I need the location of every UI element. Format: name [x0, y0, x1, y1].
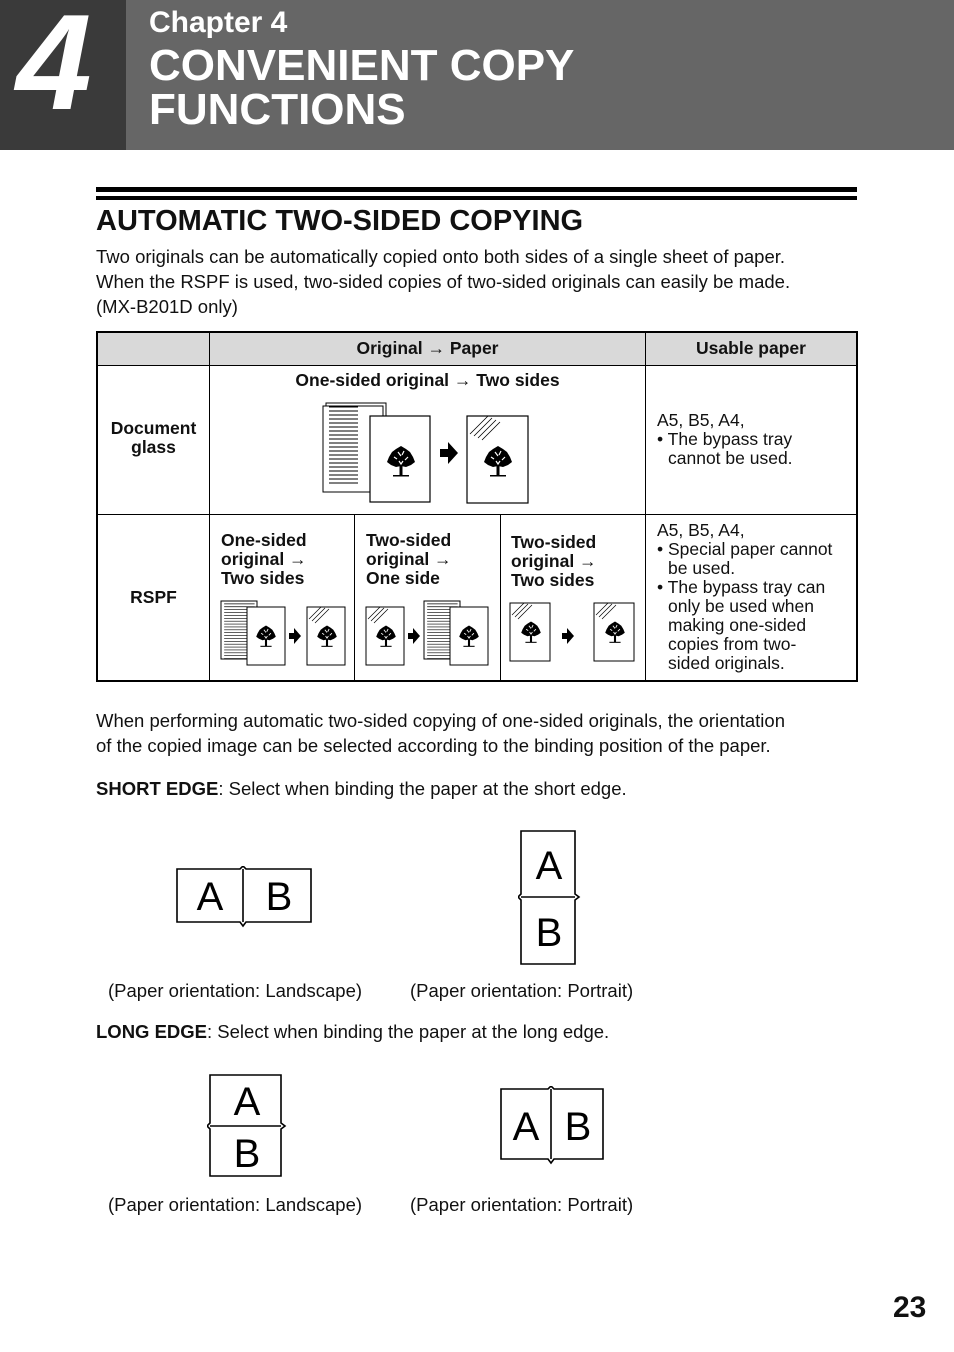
paper-line: A5, B5, A4,	[657, 410, 745, 430]
intro-line2: When the RSPF is used, two-sided copies of two-sided originals can easily be made.	[96, 271, 791, 292]
paper-line: making one-sided	[668, 615, 807, 635]
chapter-number-block	[0, 0, 126, 150]
long-edge-caption-landscape: (Paper orientation: Landscape)	[108, 1194, 363, 1215]
page-letter-b: B	[564, 1105, 592, 1149]
tree-original-icon	[370, 416, 430, 502]
chapter-header	[0, 0, 954, 150]
page-number: 23	[893, 1291, 927, 1324]
header-usable-paper: Usable paper	[696, 338, 806, 358]
paper-line: • The bypass tray can	[657, 577, 826, 597]
long-edge-text: : Select when binding the paper at the long edge.	[207, 1021, 610, 1042]
section-title: AUTOMATIC TWO-SIDED COPYING	[96, 205, 584, 237]
table-rule	[645, 333, 646, 680]
orientation-paragraph	[96, 708, 876, 758]
short-edge-term: SHORT EDGE	[96, 778, 219, 799]
row-label-line: glass	[131, 437, 176, 457]
usable-paper-rspf	[657, 521, 857, 673]
section-intro	[96, 244, 866, 319]
section-rule-top	[96, 187, 857, 192]
two-sided-paper-icon	[594, 603, 634, 661]
table-rule	[354, 514, 355, 680]
row-label-document-glass	[98, 419, 209, 457]
mode-line: original →	[366, 549, 452, 569]
page-letter-b: B	[535, 911, 563, 955]
two-sided-paper-icon	[467, 416, 528, 503]
short-edge-text: : Select when binding the paper at the short edge.	[218, 778, 627, 799]
short-edge-caption-portrait: (Paper orientation: Portrait)	[410, 980, 634, 1001]
mode-one-sided-to-two-sides	[221, 531, 351, 588]
header-original-paper: Original → Paper	[356, 338, 499, 358]
chapter-title	[149, 41, 909, 134]
paper-line: cannot be used.	[668, 448, 793, 468]
two-sided-paper-icon	[307, 607, 345, 665]
section-rule-bottom	[96, 196, 857, 200]
rspf-one-to-two-illustration	[217, 599, 349, 671]
long-edge-landscape-diagram	[207, 1072, 289, 1180]
chapter-title-line2: FUNCTIONS	[149, 85, 406, 134]
chapter-title-line1: CONVENIENT COPY	[149, 41, 575, 90]
chapter-number: 4	[16, 0, 92, 138]
orientation-line1: When performing automatic two-sided copying of one-sided originals, the orientation	[96, 710, 785, 731]
arrow-icon	[408, 628, 420, 644]
mode-line: One side	[366, 568, 440, 588]
arrow-icon	[440, 442, 458, 464]
mode-line: Two-sided	[366, 530, 452, 550]
table-rule	[98, 514, 856, 515]
long-edge-portrait-diagram	[498, 1086, 608, 1166]
two-sided-original-icon	[366, 607, 404, 665]
mode-line: original →	[221, 549, 307, 569]
row-label-line: Document	[110, 418, 197, 438]
mode-line: Two-sided	[511, 532, 597, 552]
short-edge-description	[96, 776, 876, 801]
paper-line: copies from two-	[668, 634, 797, 654]
tree-copy-icon	[450, 607, 488, 665]
mode-two-sided-to-two-sides	[511, 533, 641, 590]
orientation-line2: of the copied image can be selected according to the binding position of the paper.	[96, 735, 771, 756]
long-edge-term: LONG EDGE	[96, 1021, 208, 1042]
paper-line: be used.	[668, 558, 736, 578]
mode-two-sided-to-one-side	[366, 531, 496, 588]
arrow-icon	[562, 628, 574, 644]
rspf-two-to-one-illustration	[362, 599, 496, 671]
long-edge-description	[96, 1019, 876, 1044]
page-letter-a: A	[196, 875, 224, 919]
rspf-two-to-two-illustration	[506, 599, 640, 671]
paper-line: sided originals.	[668, 653, 785, 673]
table-rule	[500, 514, 501, 680]
mode-line: original →	[511, 551, 597, 571]
mode-line: Two sides	[511, 570, 595, 590]
paper-line: only be used when	[668, 596, 814, 616]
mode-one-to-two: One-sided original → Two sides	[295, 370, 560, 390]
intro-line3: (MX-B201D only)	[96, 296, 238, 317]
arrow-icon	[289, 628, 301, 644]
page-letter-a: A	[535, 844, 563, 888]
page-letter-b: B	[233, 1132, 261, 1176]
paper-line: A5, B5, A4,	[657, 520, 745, 540]
page-letter-b: B	[265, 875, 293, 919]
mode-line: Two sides	[221, 568, 305, 588]
one-to-two-illustration	[318, 399, 538, 509]
two-sided-original-icon	[510, 603, 550, 661]
table-rule	[98, 365, 856, 366]
short-edge-landscape-diagram	[174, 866, 316, 932]
page-letter-a: A	[512, 1105, 540, 1149]
copy-modes-table	[96, 331, 858, 682]
short-edge-caption-landscape: (Paper orientation: Landscape)	[108, 980, 363, 1001]
row-label-rspf: RSPF	[130, 587, 177, 607]
long-edge-caption-portrait: (Paper orientation: Portrait)	[410, 1194, 634, 1215]
usable-paper-glass	[657, 411, 857, 468]
paper-line: • Special paper cannot	[657, 539, 833, 559]
paper-line: • The bypass tray	[657, 429, 793, 449]
short-edge-portrait-diagram	[518, 828, 584, 968]
tree-original-icon	[247, 607, 285, 665]
chapter-label: Chapter 4	[149, 6, 288, 39]
page-letter-a: A	[233, 1080, 261, 1124]
mode-line: One-sided	[221, 530, 307, 550]
intro-line1: Two originals can be automatically copied onto both sides of a single sheet of paper.	[96, 246, 786, 267]
